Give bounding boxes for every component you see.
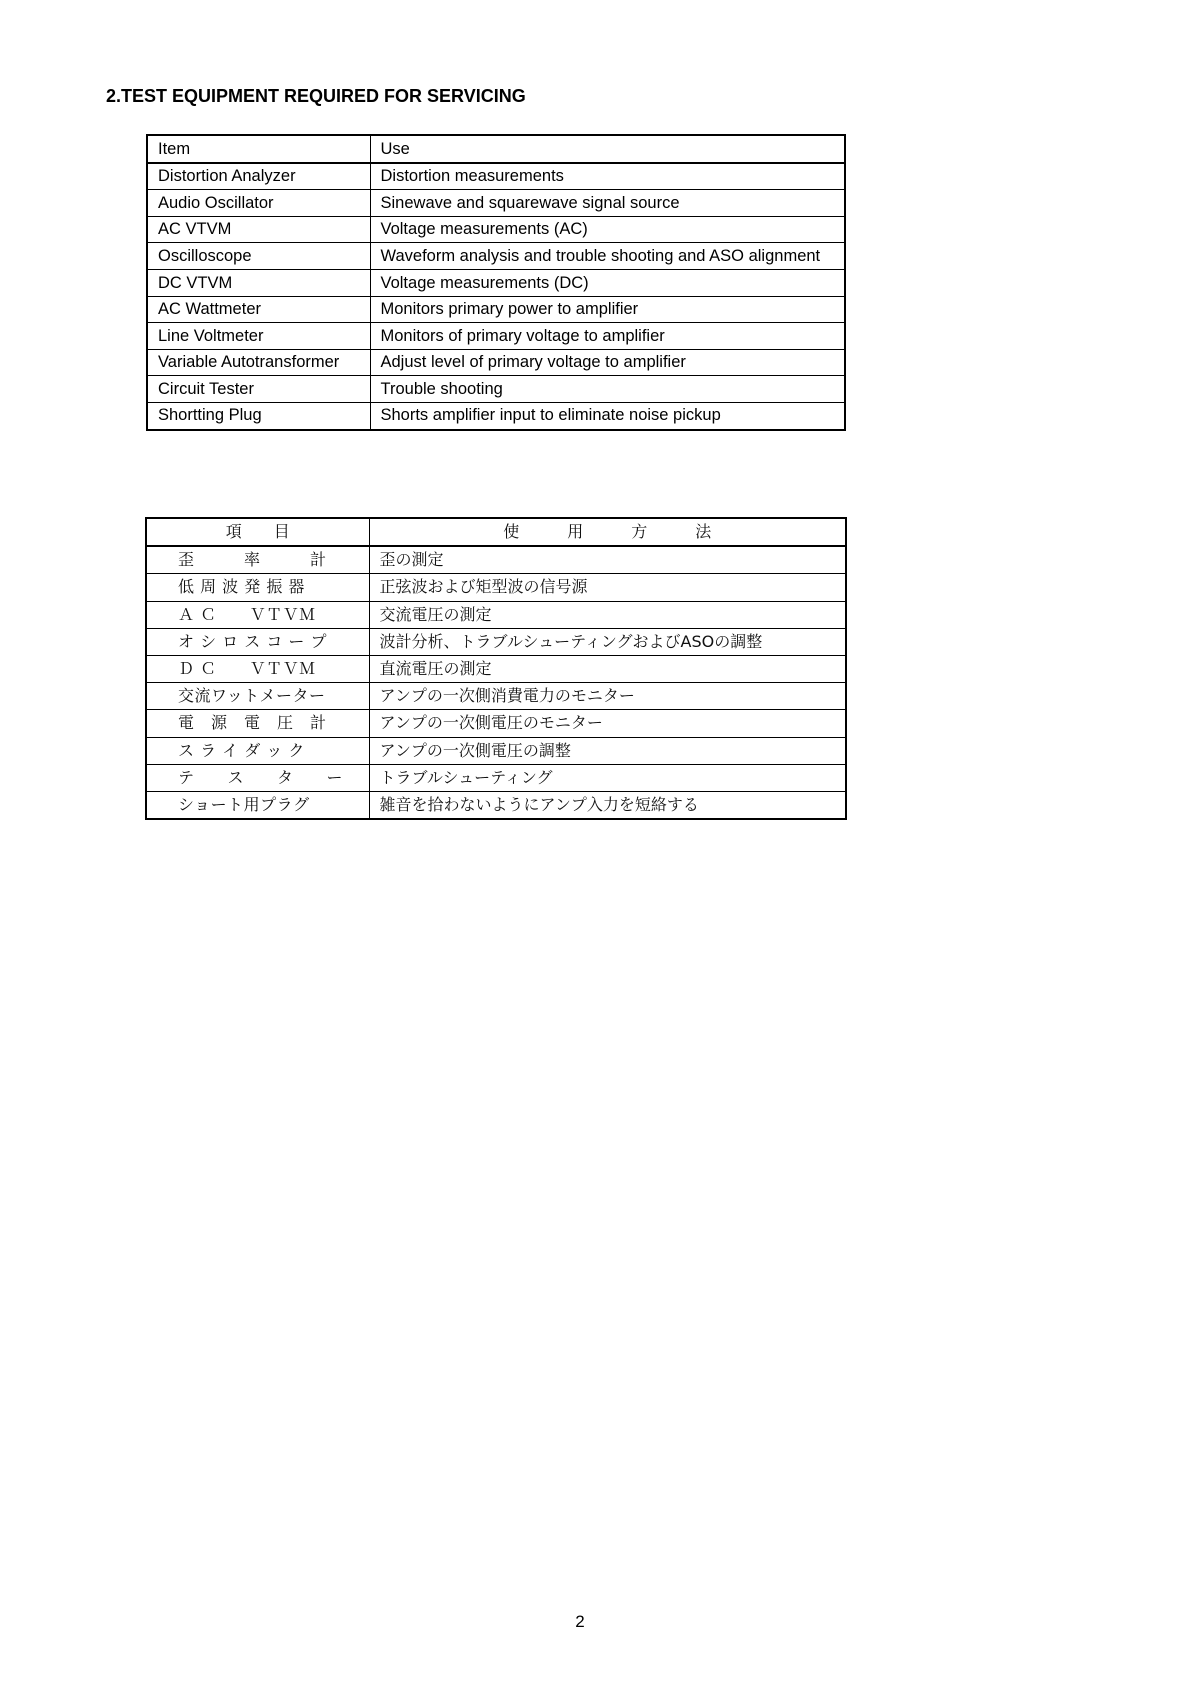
- use-cell: Monitors primary power to amplifier: [370, 296, 845, 323]
- table-row: [147, 402, 845, 429]
- table-row: [147, 243, 845, 270]
- item-cell: AC VTVM: [147, 216, 370, 243]
- item-cell: 交流ワットメーター: [146, 683, 369, 710]
- table-header-row: [146, 518, 846, 546]
- table-row: [146, 737, 846, 764]
- use-cell: アンプの一次側電圧のモニター: [369, 710, 846, 737]
- use-cell: 交流電圧の測定: [369, 601, 846, 628]
- item-cell: テ ス タ ー: [146, 764, 369, 791]
- column-header-use: Use: [370, 135, 845, 163]
- column-header-item: Item: [147, 135, 370, 163]
- table-row: [146, 683, 846, 710]
- item-cell: Circuit Tester: [147, 376, 370, 403]
- use-cell: Sinewave and squarewave signal source: [370, 190, 845, 217]
- use-cell: 直流電圧の測定: [369, 655, 846, 682]
- column-header-item: 項 目: [146, 518, 369, 546]
- use-cell: 歪の測定: [369, 546, 846, 574]
- item-cell: Variable Autotransformer: [147, 349, 370, 376]
- table-row: [147, 216, 845, 243]
- item-cell: 電 源 電 圧 計: [146, 710, 369, 737]
- use-cell: Monitors of primary voltage to amplifier: [370, 323, 845, 350]
- use-cell: 雑音を拾わないようにアンプ入力を短絡する: [369, 791, 846, 819]
- table-row: [146, 655, 846, 682]
- table-row: [146, 710, 846, 737]
- column-header-use: 使 用 方 法: [369, 518, 846, 546]
- table-row: [147, 376, 845, 403]
- item-cell: Line Voltmeter: [147, 323, 370, 350]
- table-row: [147, 323, 845, 350]
- table-header-row: [147, 135, 845, 163]
- page-number: 2: [575, 1612, 585, 1631]
- use-cell: Voltage measurements (DC): [370, 269, 845, 296]
- equipment-table-english: [146, 134, 846, 431]
- item-cell: Shortting Plug: [147, 402, 370, 429]
- item-cell: AC Wattmeter: [147, 296, 370, 323]
- item-cell: Audio Oscillator: [147, 190, 370, 217]
- item-cell: ス ラ イ ダ ッ ク: [146, 737, 369, 764]
- use-cell: トラブルシューティング: [369, 764, 846, 791]
- table-row: [146, 601, 846, 628]
- use-cell: アンプの一次側消費電力のモニター: [369, 683, 846, 710]
- table-row: [146, 574, 846, 601]
- use-cell: Trouble shooting: [370, 376, 845, 403]
- section-title: 2.TEST EQUIPMENT REQUIRED FOR SERVICING: [106, 86, 526, 106]
- table-row: [147, 190, 845, 217]
- table-row: [147, 349, 845, 376]
- equipment-table-japanese: [145, 517, 847, 820]
- use-cell: Adjust level of primary voltage to amplifier: [370, 349, 845, 376]
- item-cell: 低 周 波 発 振 器: [146, 574, 369, 601]
- use-cell: 正弦波および矩型波の信号源: [369, 574, 846, 601]
- table-row: [146, 546, 846, 574]
- use-cell: Voltage measurements (AC): [370, 216, 845, 243]
- use-cell: アンプの一次側電圧の調整: [369, 737, 846, 764]
- item-cell: Ａ Ｃ ＶＴＶＭ: [146, 601, 369, 628]
- item-cell: ショート用プラグ: [146, 791, 369, 819]
- use-cell: Distortion measurements: [370, 163, 845, 190]
- table-row: [147, 163, 845, 190]
- table-row: [146, 791, 846, 819]
- item-cell: DC VTVM: [147, 269, 370, 296]
- item-cell: Distortion Analyzer: [147, 163, 370, 190]
- item-cell: Ｄ Ｃ ＶＴＶＭ: [146, 655, 369, 682]
- item-cell: Oscilloscope: [147, 243, 370, 270]
- table-row: [146, 628, 846, 655]
- use-cell: Waveform analysis and trouble shooting and ASO alignment: [370, 243, 845, 270]
- table-row: [146, 764, 846, 791]
- use-cell: 波計分析、トラブルシューティングおよびASOの調整: [369, 628, 846, 655]
- table-row: [147, 296, 845, 323]
- item-cell: 歪 率 計: [146, 546, 369, 574]
- table-row: [147, 269, 845, 296]
- use-cell: Shorts amplifier input to eliminate noise pickup: [370, 402, 845, 429]
- item-cell: オ シ ロ ス コ ー プ: [146, 628, 369, 655]
